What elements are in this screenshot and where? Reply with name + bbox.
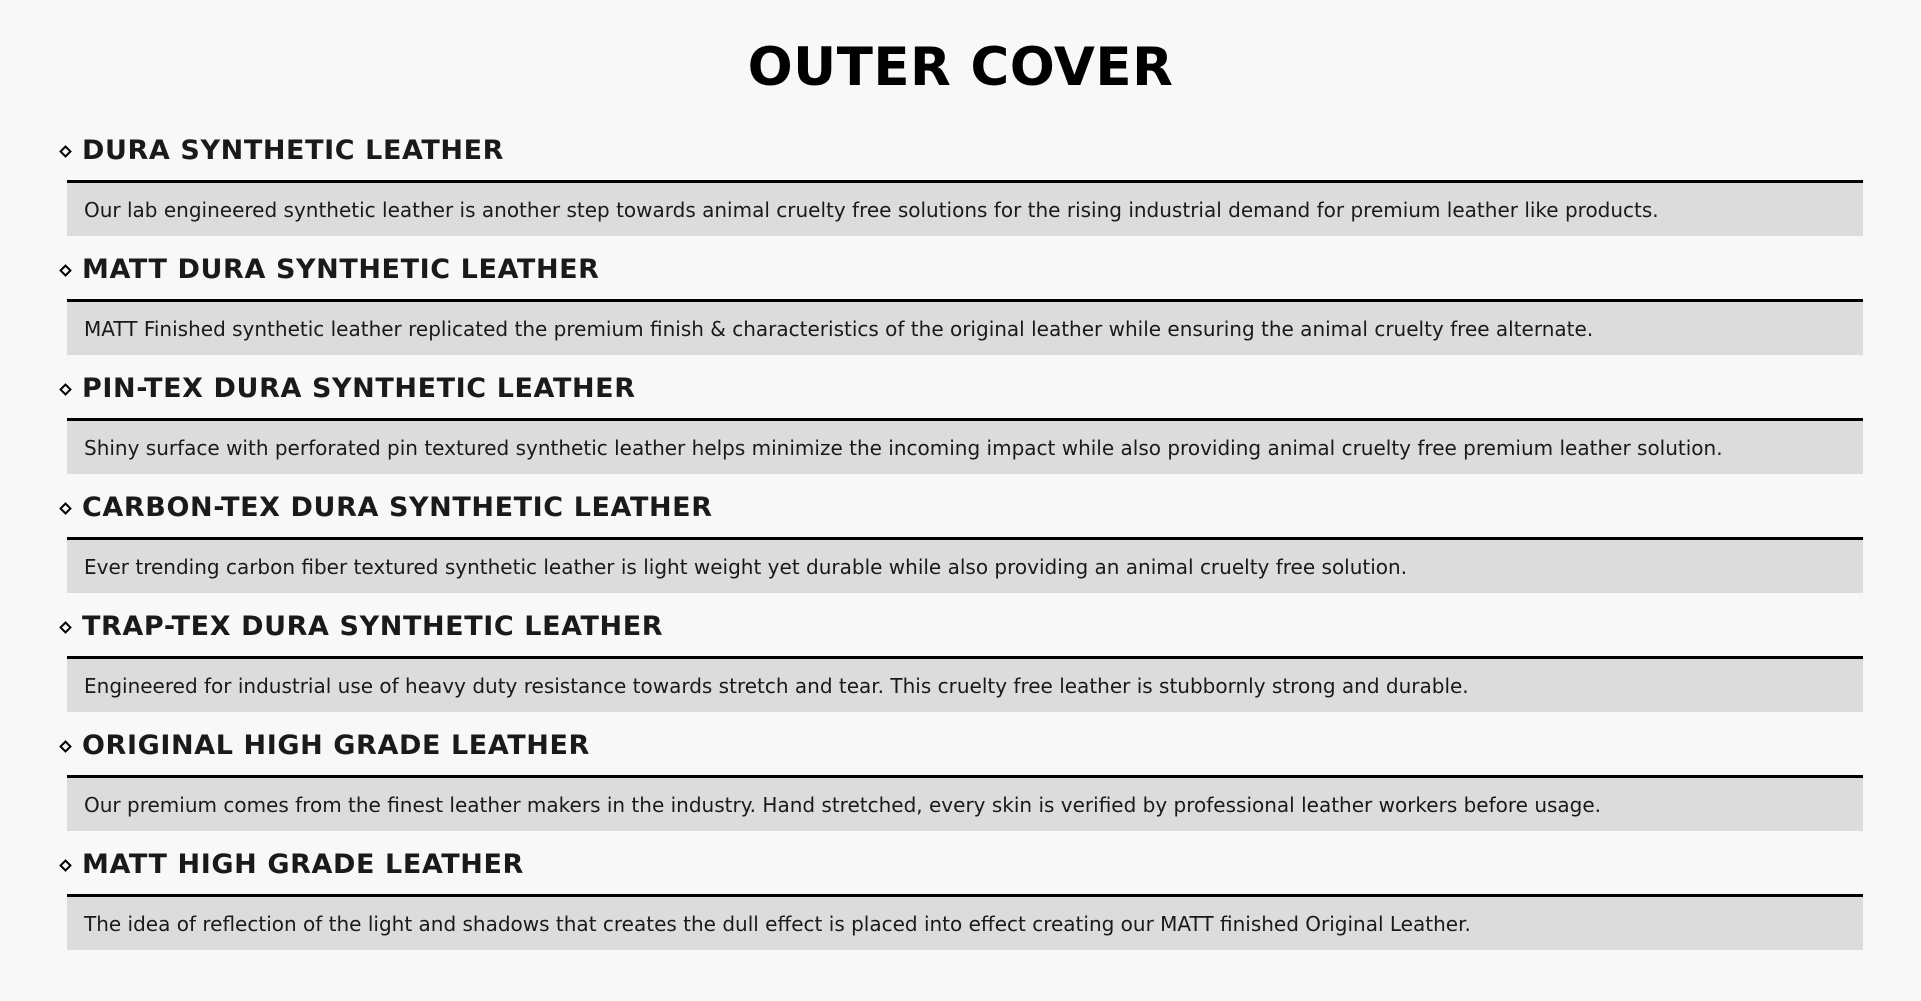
material-section-matt-high-grade: [0, 842, 1921, 961]
section-heading: [58, 247, 600, 293]
section-title: CARBON-TEX DURA SYNTHETIC LEATHER: [82, 492, 713, 523]
section-heading: [58, 842, 524, 888]
section-description-panel: [67, 656, 1863, 712]
section-title: DURA SYNTHETIC LEATHER: [82, 135, 505, 166]
material-section-dura-synthetic: [0, 128, 1921, 247]
section-description: MATT Finished synthetic leather replicated the premium finish & characteristics of the original leather while ensuring the animal cruelty free alternate.: [84, 316, 1594, 341]
section-heading: [58, 366, 636, 412]
diamond-outline-icon: [59, 264, 72, 277]
diamond-outline-icon: [59, 145, 72, 158]
section-heading: [58, 128, 504, 174]
material-section-pin-tex: [0, 366, 1921, 485]
section-title: ORIGINAL HIGH GRADE LEATHER: [82, 730, 590, 761]
section-description-panel: [67, 537, 1863, 593]
section-description-panel: [67, 775, 1863, 831]
section-title: MATT DURA SYNTHETIC LEATHER: [82, 254, 600, 285]
page-title: OUTER COVER: [747, 37, 1174, 98]
diamond-outline-icon: [59, 621, 72, 634]
diamond-outline-icon: [59, 502, 72, 515]
material-section-carbon-tex: [0, 485, 1921, 604]
diamond-outline-icon: [59, 740, 72, 753]
section-title: TRAP-TEX DURA SYNTHETIC LEATHER: [82, 611, 664, 642]
material-section-original-high-grade: [0, 723, 1921, 842]
section-description-panel: [67, 418, 1863, 474]
section-heading: [58, 604, 663, 650]
section-description: Our premium comes from the finest leather makers in the industry. Hand stretched, every skin is verified by professional leather workers before usage.: [84, 792, 1602, 817]
section-description-panel: [67, 180, 1863, 236]
section-heading: [58, 485, 713, 531]
material-section-trap-tex: [0, 604, 1921, 723]
diamond-outline-icon: [59, 383, 72, 396]
section-description: Ever trending carbon fiber textured synthetic leather is light weight yet durable while also providing an animal cruelty free solution.: [84, 554, 1408, 579]
section-title: PIN-TEX DURA SYNTHETIC LEATHER: [82, 373, 636, 404]
section-description-panel: [67, 299, 1863, 355]
section-description: The idea of reflection of the light and shadows that creates the dull effect is placed into effect creating our MATT finished Original Leather.: [84, 911, 1471, 936]
material-list: [0, 128, 1921, 961]
section-description: Our lab engineered synthetic leather is another step towards animal cruelty free solutions for the rising industrial demand for premium leather like products.: [84, 197, 1659, 222]
section-title: MATT HIGH GRADE LEATHER: [82, 849, 524, 880]
section-heading: [58, 723, 590, 769]
material-section-matt-dura-synthetic: [0, 247, 1921, 366]
section-description: Shiny surface with perforated pin textured synthetic leather helps minimize the incoming impact while also providing animal cruelty free premium leather solution.: [84, 435, 1723, 460]
diamond-outline-icon: [59, 859, 72, 872]
section-description-panel: [67, 894, 1863, 950]
section-description: Engineered for industrial use of heavy duty resistance towards stretch and tear. This cruelty free leather is stubbornly strong and durable.: [84, 673, 1469, 698]
